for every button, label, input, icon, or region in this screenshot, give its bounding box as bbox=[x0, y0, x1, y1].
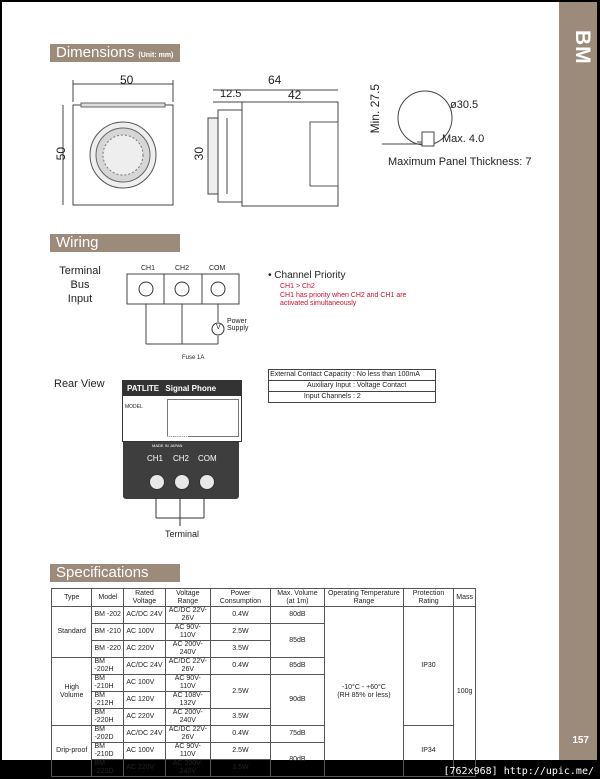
th-model: Model bbox=[92, 589, 124, 607]
channel-priority-title bbox=[268, 270, 345, 281]
range-cell: AC 108V-132V bbox=[165, 692, 210, 709]
info-sep: : bbox=[353, 393, 357, 400]
fuse-label: Fuse 1A bbox=[182, 355, 205, 361]
spec-header-row bbox=[52, 589, 476, 607]
range-cell: AC/DC 22V-26V bbox=[165, 726, 210, 743]
info-key: Auxiliary Input bbox=[307, 382, 351, 389]
protection-drip-cell: IP34 bbox=[403, 726, 453, 777]
table-row bbox=[52, 607, 476, 624]
range-cell: AC/DC 22V-26V bbox=[165, 658, 210, 675]
terminal-screw-ch2 bbox=[174, 474, 190, 490]
panel-thickness-note: Maximum Panel Thickness: 7 bbox=[388, 156, 532, 168]
panel-hole-dim: ø30.5 bbox=[450, 99, 479, 111]
power-cell: 0.4W bbox=[210, 726, 270, 743]
type-cell: Standard bbox=[52, 607, 92, 658]
label-line-2: Bus bbox=[70, 279, 90, 291]
priority-rule: CH1 > Ch2 bbox=[280, 283, 315, 290]
side-total-dim: 64 bbox=[268, 73, 282, 87]
priority-title: Channel Priority bbox=[274, 270, 346, 281]
th-power: Power Consumption bbox=[210, 589, 270, 607]
model-label: MODEL bbox=[125, 404, 143, 410]
info-value: No less than 100mA bbox=[356, 371, 420, 378]
temperature-cell bbox=[325, 607, 404, 777]
info-value: Voltage Contact bbox=[356, 382, 407, 389]
power-cell: 2.5W bbox=[210, 624, 270, 641]
wiring-header bbox=[50, 234, 180, 252]
wiring-com: COM bbox=[209, 265, 226, 272]
wiring-title: Wiring bbox=[56, 234, 99, 251]
spec-table bbox=[51, 588, 476, 777]
label-line-3: Input bbox=[67, 293, 93, 305]
th-volume: Max. Volume (at 1m) bbox=[270, 589, 324, 607]
terminal-screw-ch1 bbox=[149, 474, 165, 490]
voltage-symbol: V bbox=[216, 324, 221, 331]
rear-view-label: Rear View bbox=[54, 378, 105, 390]
range-cell: AC 200V-240V bbox=[165, 709, 210, 726]
front-width-dim: 50 bbox=[120, 73, 134, 87]
type-cell: Drip-proof bbox=[52, 726, 92, 777]
model-cell: BM -220 bbox=[92, 641, 124, 658]
dimensions-header bbox=[50, 44, 180, 62]
info-key: Input Channels bbox=[303, 393, 351, 400]
power-supply-label: Power Supply bbox=[227, 318, 249, 332]
mass-cell: 100g bbox=[454, 607, 476, 777]
volume-cell: 85dB bbox=[270, 624, 324, 658]
type-cell: High Volume bbox=[52, 658, 92, 726]
side-front-dim: 12.5 bbox=[220, 88, 242, 100]
side-body-dim: 42 bbox=[288, 88, 302, 102]
rated-cell: AC 220V bbox=[124, 709, 165, 726]
info-row bbox=[269, 392, 435, 402]
th-temp: Operating Temperature Range bbox=[325, 589, 404, 607]
rated-cell: AC 220V bbox=[124, 760, 165, 777]
volume-cell: 90dB bbox=[270, 675, 324, 726]
volume-cell: 80dB bbox=[270, 607, 324, 624]
terminal-label: Terminal bbox=[165, 529, 200, 539]
model-cell: BM -202D bbox=[92, 726, 124, 743]
th-mass: Mass bbox=[454, 589, 476, 607]
specs-header bbox=[50, 564, 180, 582]
input-spec-box bbox=[268, 369, 436, 403]
rated-cell: AC 100V bbox=[124, 624, 165, 641]
th-range: Voltage Range bbox=[165, 589, 210, 607]
wiring-diagram bbox=[122, 264, 262, 364]
power-cell: 3.5W bbox=[210, 760, 270, 777]
rated-cell: AC 220V bbox=[124, 641, 165, 658]
rear-com: COM bbox=[198, 454, 217, 463]
side-height-dim: 30 bbox=[192, 147, 206, 161]
model-cell: BM -210 bbox=[92, 624, 124, 641]
power-cell: 3.5W bbox=[210, 641, 270, 658]
volume-cell: 80dB bbox=[270, 743, 324, 777]
protection-cell: IP30 bbox=[403, 607, 453, 726]
wiring-ch1: CH1 bbox=[141, 265, 156, 272]
page-number: 157 bbox=[572, 735, 589, 746]
info-row bbox=[269, 381, 435, 392]
info-sep: : bbox=[353, 371, 357, 378]
power-cell: 2.5W bbox=[210, 675, 270, 709]
rear-ch1: CH1 bbox=[147, 454, 164, 463]
model-cell: BM -210D bbox=[92, 743, 124, 760]
rated-cell: AC/DC 24V bbox=[124, 658, 165, 675]
rear-ch2: CH2 bbox=[173, 454, 190, 463]
info-key: External Contact Capacity bbox=[270, 371, 351, 378]
table-row bbox=[52, 726, 476, 743]
model-cell: BM -212H bbox=[92, 692, 124, 709]
power-cell: 0.4W bbox=[210, 658, 270, 675]
panel-min-dim: Min. 27.5 bbox=[368, 84, 382, 134]
info-row bbox=[269, 370, 435, 381]
power-cell: 0.4W bbox=[210, 607, 270, 624]
brand-name: PATLITE bbox=[127, 384, 160, 393]
model-cell: BM -220D bbox=[92, 760, 124, 777]
rated-cell: AC 100V bbox=[124, 743, 165, 760]
product-code: BM bbox=[571, 30, 594, 65]
rated-cell: AC 100V bbox=[124, 675, 165, 692]
info-sep: : bbox=[353, 382, 357, 389]
humidity-value: (RH 85% or less) bbox=[337, 691, 391, 699]
model-cell: BM -220H bbox=[92, 709, 124, 726]
made-in: MADE IN JAPAN bbox=[152, 443, 183, 448]
model-cell: BM -202H bbox=[92, 658, 124, 675]
brand-strip bbox=[123, 381, 241, 396]
th-rated: Rated Voltage bbox=[124, 589, 165, 607]
th-type: Type bbox=[52, 589, 92, 607]
image-watermark: [762x968] http://upic.me/ bbox=[443, 766, 594, 777]
th-protection: Protection Rating bbox=[403, 589, 453, 607]
corp-name: PATLITE Corporation bbox=[128, 435, 189, 441]
dimension-drawings bbox=[52, 72, 592, 217]
wiring-ch2: CH2 bbox=[175, 265, 190, 272]
dimensions-title: Dimensions bbox=[56, 44, 135, 61]
product-name: Signal Phone bbox=[165, 384, 217, 393]
label-line-1: Terminal bbox=[59, 265, 101, 277]
range-cell: AC 200V-240V bbox=[165, 641, 210, 658]
info-value: 2 bbox=[356, 393, 361, 400]
range-cell: AC 90V-110V bbox=[165, 675, 210, 692]
model-cell: BM -202 bbox=[92, 607, 124, 624]
power-cell: 2.5W bbox=[210, 743, 270, 760]
dimensions-unit: (Unit: mm) bbox=[138, 52, 174, 59]
range-cell: AC/DC 22V-26V bbox=[165, 607, 210, 624]
terminal-screw-com bbox=[199, 474, 215, 490]
range-cell: AC 90V-110V bbox=[165, 743, 210, 760]
range-cell: AC 90V-110V bbox=[165, 624, 210, 641]
temperature-value: -10°C - +60°C bbox=[341, 683, 386, 691]
terminal-bus-input-label bbox=[57, 264, 103, 306]
terminal-pointer bbox=[152, 498, 212, 528]
rated-cell: AC/DC 24V bbox=[124, 607, 165, 624]
power-cell: 3.5W bbox=[210, 709, 270, 726]
specs-title: Specifications bbox=[56, 564, 149, 581]
rear-label-card bbox=[122, 380, 242, 442]
rated-cell: AC/DC 24V bbox=[124, 726, 165, 743]
volume-cell: 85dB bbox=[270, 658, 324, 675]
volume-cell: 75dB bbox=[270, 726, 324, 743]
range-cell: AC 200V-240V bbox=[165, 760, 210, 777]
rated-cell: AC 120V bbox=[124, 692, 165, 709]
model-cell: BM -210H bbox=[92, 675, 124, 692]
panel-max-dim: Max. 4.0 bbox=[442, 133, 485, 145]
front-height-dim: 50 bbox=[54, 147, 68, 161]
priority-note: CH1 has priority when CH2 and CH1 are activated simultaneously bbox=[280, 292, 407, 307]
model-field bbox=[167, 399, 239, 437]
priority-bullet: • bbox=[268, 270, 272, 281]
